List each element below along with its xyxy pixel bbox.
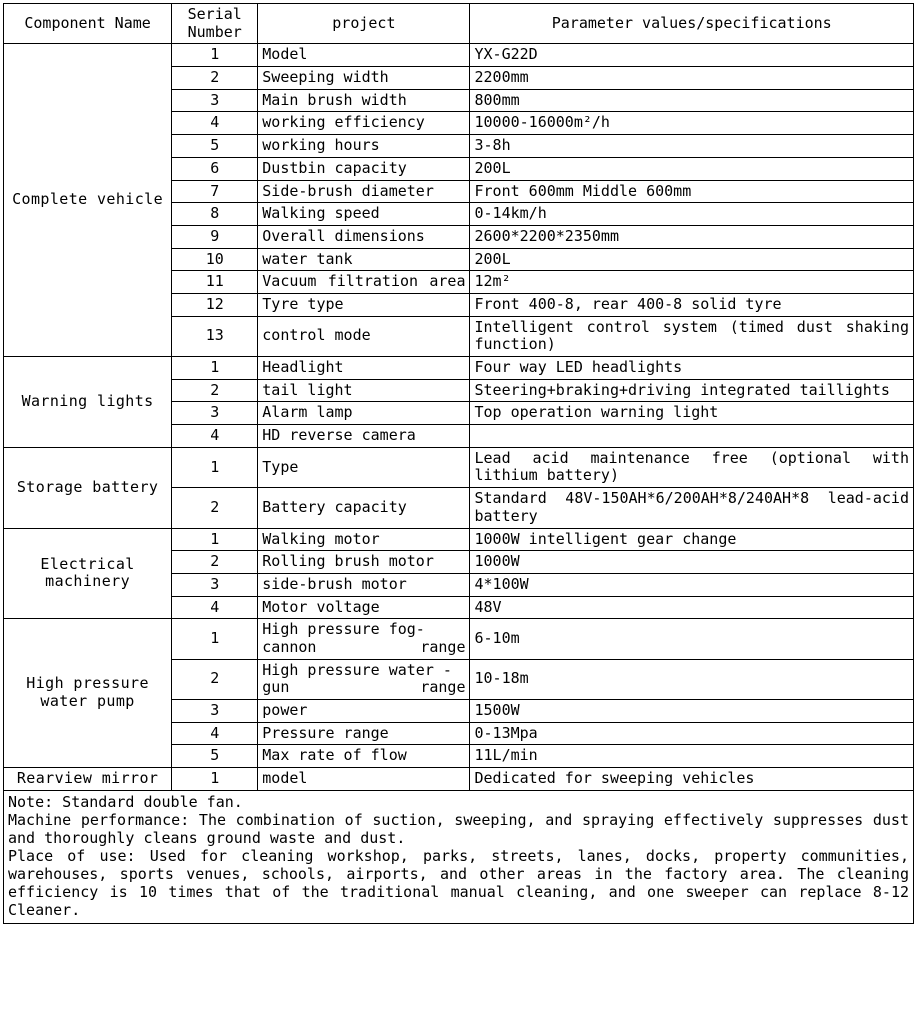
project-cell: control mode bbox=[258, 316, 470, 356]
serial-cell: 1 bbox=[172, 447, 258, 487]
note-place-of-use: Place of use: Used for cleaning workshop, parks, streets, lanes, docks, property communities, warehouses, sports venues, schools, airports, and other areas in the factory area. The cleaning efficiency is 10 times that of the traditional manual cleaning, and one sweeper can replace 8-12 Cleaner. bbox=[8, 846, 909, 919]
value-cell: 200L bbox=[470, 248, 914, 271]
value-cell: Front 400-8, rear 400-8 solid tyre bbox=[470, 293, 914, 316]
value-cell: YX-G22D bbox=[470, 44, 914, 67]
serial-cell: 3 bbox=[172, 402, 258, 425]
component-name-cell: Electrical machinery bbox=[4, 528, 172, 619]
serial-cell: 3 bbox=[172, 573, 258, 596]
serial-cell: 9 bbox=[172, 225, 258, 248]
project-cell: High pressure water -gun range bbox=[258, 659, 470, 699]
serial-cell: 1 bbox=[172, 619, 258, 659]
project-cell: HD reverse camera bbox=[258, 425, 470, 448]
column-header-project: project bbox=[258, 4, 470, 44]
note-machine-performance: Machine performance: The combination of suction, sweeping, and spraying effectively suppresses dust and thoroughly cleans ground waste and dust. bbox=[8, 810, 909, 847]
serial-cell: 2 bbox=[172, 551, 258, 574]
value-cell: 3-8h bbox=[470, 135, 914, 158]
value-cell: 10000-16000m²/h bbox=[470, 112, 914, 135]
value-cell: Front 600mm Middle 600mm bbox=[470, 180, 914, 203]
serial-cell: 1 bbox=[172, 528, 258, 551]
project-cell: Overall dimensions bbox=[258, 225, 470, 248]
project-cell: working hours bbox=[258, 135, 470, 158]
project-cell: power bbox=[258, 700, 470, 723]
serial-cell: 4 bbox=[172, 596, 258, 619]
project-cell: Headlight bbox=[258, 357, 470, 380]
value-cell: 0-14km/h bbox=[470, 203, 914, 226]
value-cell: 11L/min bbox=[470, 745, 914, 768]
serial-cell: 7 bbox=[172, 180, 258, 203]
serial-cell: 12 bbox=[172, 293, 258, 316]
serial-cell: 2 bbox=[172, 659, 258, 699]
value-cell: Standard 48V-150AH*6/200AH*8/240AH*8 lead-acid battery bbox=[470, 488, 914, 528]
note-standard-fan: Note: Standard double fan. bbox=[8, 792, 243, 811]
serial-cell: 2 bbox=[172, 488, 258, 528]
serial-cell: 11 bbox=[172, 271, 258, 294]
serial-cell: 5 bbox=[172, 135, 258, 158]
project-cell: model bbox=[258, 768, 470, 791]
serial-cell: 6 bbox=[172, 157, 258, 180]
component-name-cell: Storage battery bbox=[4, 447, 172, 528]
value-cell: 800mm bbox=[470, 89, 914, 112]
value-cell: 1000W bbox=[470, 551, 914, 574]
project-cell: Alarm lamp bbox=[258, 402, 470, 425]
value-cell: Lead acid maintenance free (optional with lithium battery) bbox=[470, 447, 914, 487]
project-cell: Sweeping width bbox=[258, 67, 470, 90]
value-cell: 1000W intelligent gear change bbox=[470, 528, 914, 551]
component-name-cell: Rearview mirror bbox=[4, 768, 172, 791]
project-cell: Side-brush diameter bbox=[258, 180, 470, 203]
table-row bbox=[4, 357, 914, 380]
serial-cell: 3 bbox=[172, 89, 258, 112]
serial-cell: 2 bbox=[172, 379, 258, 402]
table-row bbox=[4, 447, 914, 487]
table-header-row bbox=[4, 4, 914, 44]
serial-cell: 1 bbox=[172, 357, 258, 380]
project-cell: Dustbin capacity bbox=[258, 157, 470, 180]
project-cell: Vacuum filtration area bbox=[258, 271, 470, 294]
column-header-serial: Serial Number bbox=[172, 4, 258, 44]
project-cell: Battery capacity bbox=[258, 488, 470, 528]
value-cell: 6-10m bbox=[470, 619, 914, 659]
notes-block bbox=[3, 791, 914, 924]
serial-cell: 3 bbox=[172, 700, 258, 723]
value-cell: 12m² bbox=[470, 271, 914, 294]
table-row bbox=[4, 619, 914, 659]
value-cell: Dedicated for sweeping vehicles bbox=[470, 768, 914, 791]
value-cell: 10-18m bbox=[470, 659, 914, 699]
serial-cell: 13 bbox=[172, 316, 258, 356]
component-name-cell: Complete vehicle bbox=[4, 44, 172, 357]
project-cell: tail light bbox=[258, 379, 470, 402]
table-row bbox=[4, 44, 914, 67]
serial-cell: 4 bbox=[172, 425, 258, 448]
project-cell: Motor voltage bbox=[258, 596, 470, 619]
project-cell: Max rate of flow bbox=[258, 745, 470, 768]
serial-cell: 8 bbox=[172, 203, 258, 226]
value-cell: Steering+braking+driving integrated taillights bbox=[470, 379, 914, 402]
column-header-component: Component Name bbox=[4, 4, 172, 44]
component-name-cell: High pressure water pump bbox=[4, 619, 172, 768]
project-cell: Main brush width bbox=[258, 89, 470, 112]
table-row bbox=[4, 768, 914, 791]
project-cell: working efficiency bbox=[258, 112, 470, 135]
project-cell: Tyre type bbox=[258, 293, 470, 316]
project-cell: Walking speed bbox=[258, 203, 470, 226]
value-cell: 4*100W bbox=[470, 573, 914, 596]
project-cell: Pressure range bbox=[258, 722, 470, 745]
value-cell: Intelligent control system (timed dust shaking function) bbox=[470, 316, 914, 356]
serial-cell: 5 bbox=[172, 745, 258, 768]
value-cell: 200L bbox=[470, 157, 914, 180]
serial-cell: 1 bbox=[172, 44, 258, 67]
value-cell bbox=[470, 425, 914, 448]
project-cell: High pressure fog-cannon range bbox=[258, 619, 470, 659]
column-header-parameter: Parameter values/specifications bbox=[470, 4, 914, 44]
value-cell: 1500W bbox=[470, 700, 914, 723]
project-cell: side-brush motor bbox=[258, 573, 470, 596]
project-cell: Model bbox=[258, 44, 470, 67]
value-cell: 2600*2200*2350mm bbox=[470, 225, 914, 248]
project-cell: Walking motor bbox=[258, 528, 470, 551]
value-cell: 48V bbox=[470, 596, 914, 619]
serial-cell: 2 bbox=[172, 67, 258, 90]
serial-cell: 10 bbox=[172, 248, 258, 271]
serial-cell: 4 bbox=[172, 112, 258, 135]
value-cell: Four way LED headlights bbox=[470, 357, 914, 380]
specification-table bbox=[3, 3, 914, 791]
serial-cell: 1 bbox=[172, 768, 258, 791]
project-cell: water tank bbox=[258, 248, 470, 271]
project-cell: Type bbox=[258, 447, 470, 487]
project-cell: Rolling brush motor bbox=[258, 551, 470, 574]
table-row bbox=[4, 528, 914, 551]
component-name-cell: Warning lights bbox=[4, 357, 172, 448]
value-cell: Top operation warning light bbox=[470, 402, 914, 425]
value-cell: 2200mm bbox=[470, 67, 914, 90]
value-cell: 0-13Mpa bbox=[470, 722, 914, 745]
serial-cell: 4 bbox=[172, 722, 258, 745]
